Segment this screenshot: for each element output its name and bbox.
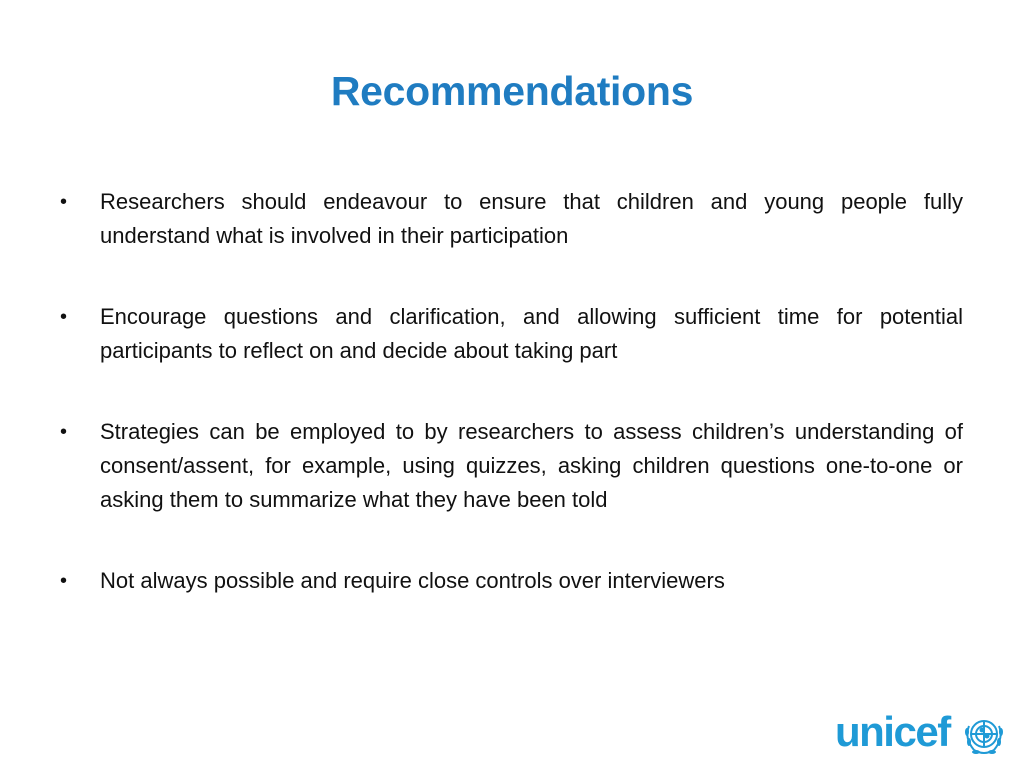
unicef-emblem-icon <box>960 712 1008 760</box>
slide-title: Recommendations <box>330 68 694 114</box>
bullet-item <box>60 300 963 368</box>
bullet-marker: • <box>60 570 68 592</box>
bullet-text: Not always possible and require close controls over interviewers <box>100 568 725 593</box>
unicef-logo <box>835 704 1013 760</box>
bullet-marker: • <box>60 191 68 213</box>
bullet-marker: • <box>60 306 68 328</box>
bullet-text: Strategies can be employed to by researchers to assess children’s understanding of consent/assent, for example, using quizzes, asking children questions one-to-one or asking them to summarize what they have been told <box>100 419 963 512</box>
bullet-text: Encourage questions and clarification, and allowing sufficient time for potential participants to reflect on and decide about taking part <box>100 304 963 363</box>
bullet-text: Researchers should endeavour to ensure that children and young people fully understand what is involved in their participation <box>100 189 963 248</box>
bullet-marker: • <box>60 421 68 443</box>
bullet-item <box>60 185 963 253</box>
logo-wordmark: unicef <box>835 708 950 755</box>
bullet-list <box>60 185 963 645</box>
bullet-item <box>60 415 963 517</box>
bullet-item <box>60 564 963 598</box>
